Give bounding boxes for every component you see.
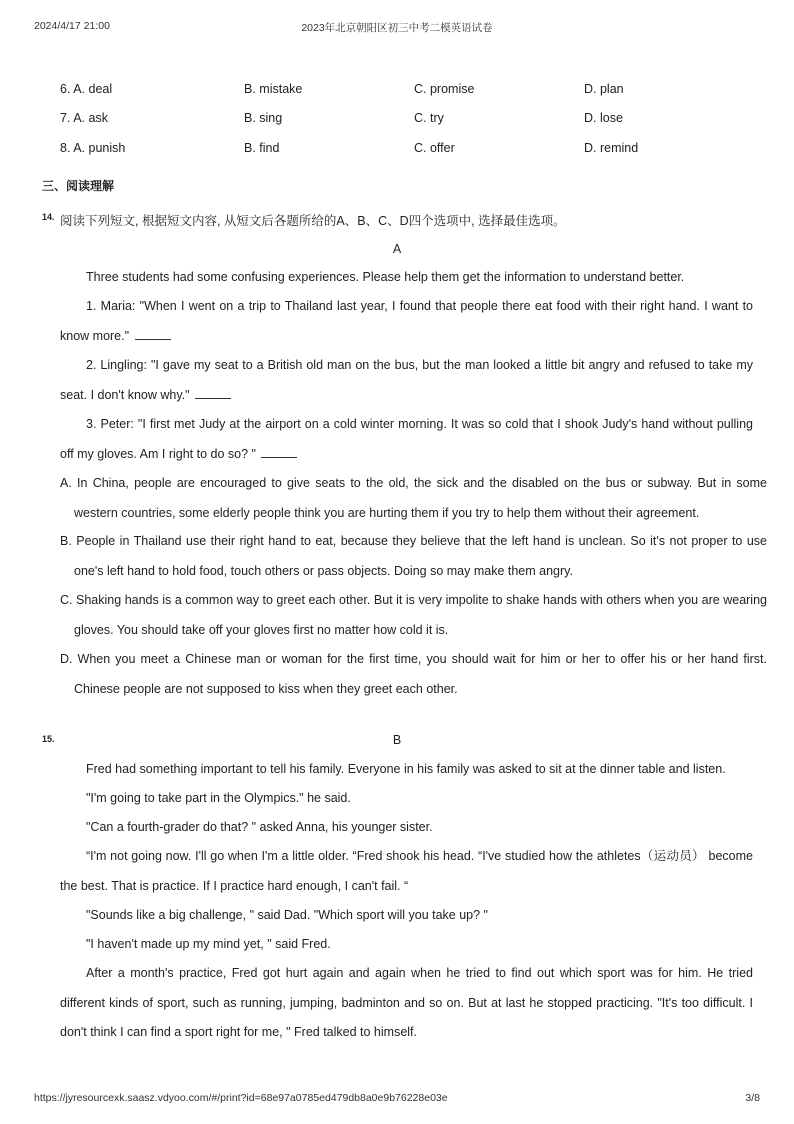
passage-label-a: A: [392, 242, 402, 256]
passage-b-p5: "Sounds like a big challenge, " said Dad. "Which sport will you take up? ": [86, 908, 488, 922]
passage-b-p7: After a month's practice, Fred got hurt again and again when he tried to find out which sport was for him. He tried different kinds of sport, such as running, jumping, badminton and so on. But at last he stopped practicing. "It's too difficult. I don't think I can find a sport right for me, " Fred talked to himself.: [60, 966, 753, 1039]
page-number: 3/8: [745, 1092, 760, 1104]
passage-a-peter: 3. Peter: "I first met Judy at the airport on a cold winter morning. It was so cold that I shook Judy's hand without pulling off my gloves. Am I right to do so? ": [60, 417, 753, 461]
answer-blank[interactable]: [195, 386, 231, 399]
option-row-7: [0, 111, 794, 131]
option-6b: B. mistake: [244, 82, 303, 96]
section-title: 三、阅读理解: [42, 179, 115, 193]
passage-b-p4: “I'm not going now. I'll go when I'm a little older. “Fred shook his head. “I've studied how the athletes（运动员） become the best. That is practice. If I practice hard enough, I can't fail. “: [60, 849, 753, 893]
choice-a: A. In China, people are encouraged to give seats to the old, the sick and the disabled on the bus or subway. But in some western countries, some elderly people think you are hurting them if you try to help them without their agreement.: [60, 476, 767, 520]
document-title: 2023年北京朝阳区初三中考二模英语试卷: [301, 22, 493, 34]
choice-b: B. People in Thailand use their right hand to eat, because they believe that the left hand is unclean. So it's not proper to use one's left hand to hold food, touch others or pass objects. Doing so may make them angry.: [60, 534, 767, 578]
passage-b-p1: Fred had something important to tell his family. Everyone in his family was asked to sit at the dinner table and listen.: [86, 762, 726, 776]
answer-blank[interactable]: [135, 327, 171, 340]
passage-a-intro: Three students had some confusing experiences. Please help them get the information to understand better.: [86, 270, 685, 284]
reading-instruction: 阅读下列短文, 根据短文内容, 从短文后各题所给的A、B、C、D四个选项中, 选择最佳选项。: [60, 214, 566, 228]
option-7a: 7. A. ask: [60, 111, 108, 125]
option-row-8: [0, 141, 794, 161]
print-datetime: 2024/4/17 21:00: [34, 20, 110, 32]
passage-b-p3: "Can a fourth-grader do that? " asked Anna, his younger sister.: [86, 820, 433, 834]
choice-d: D. When you meet a Chinese man or woman for the first time, you should wait for him or her to offer his or her hand first. Chinese people are not supposed to kiss when they greet each other.: [60, 652, 767, 696]
choice-c: C. Shaking hands is a common way to greet each other. But it is very impolite to shake hands with others when you are wearing gloves. You should take off your gloves first no matter how cold it is.: [60, 593, 767, 637]
page-url: https://jyresourcexk.saasz.vdyoo.com/#/print?id=68e97a0785ed479db8a0e9b76228e03e: [34, 1092, 448, 1104]
option-8a: 8. A. punish: [60, 141, 126, 155]
option-8c: C. offer: [414, 141, 455, 155]
option-8d: D. remind: [584, 141, 639, 155]
passage-a-lingling: 2. Lingling: "I gave my seat to a British old man on the bus, but the man looked a little bit angry and refused to take my seat. I don't know why.": [60, 358, 753, 402]
option-8b: B. find: [244, 141, 280, 155]
option-7c: C. try: [414, 111, 444, 125]
passage-b-p6: "I haven't made up my mind yet, " said Fred.: [86, 937, 331, 951]
option-6c: C. promise: [414, 82, 475, 96]
option-row-6: [0, 82, 794, 102]
option-7b: B. sing: [244, 111, 283, 125]
passage-b-p2: "I'm going to take part in the Olympics." he said.: [86, 791, 351, 805]
option-6a: 6. A. deal: [60, 82, 113, 96]
passage-a-maria: 1. Maria: "When I went on a trip to Thailand last year, I found that people there eat food with their right hand. I want to know more.": [60, 299, 753, 343]
option-7d: D. lose: [584, 111, 623, 125]
question-number-14: 14.: [42, 212, 55, 222]
question-number-15: 15.: [42, 734, 55, 744]
answer-blank[interactable]: [261, 445, 297, 458]
option-6d: D. plan: [584, 82, 624, 96]
passage-label-b: B: [392, 733, 402, 747]
